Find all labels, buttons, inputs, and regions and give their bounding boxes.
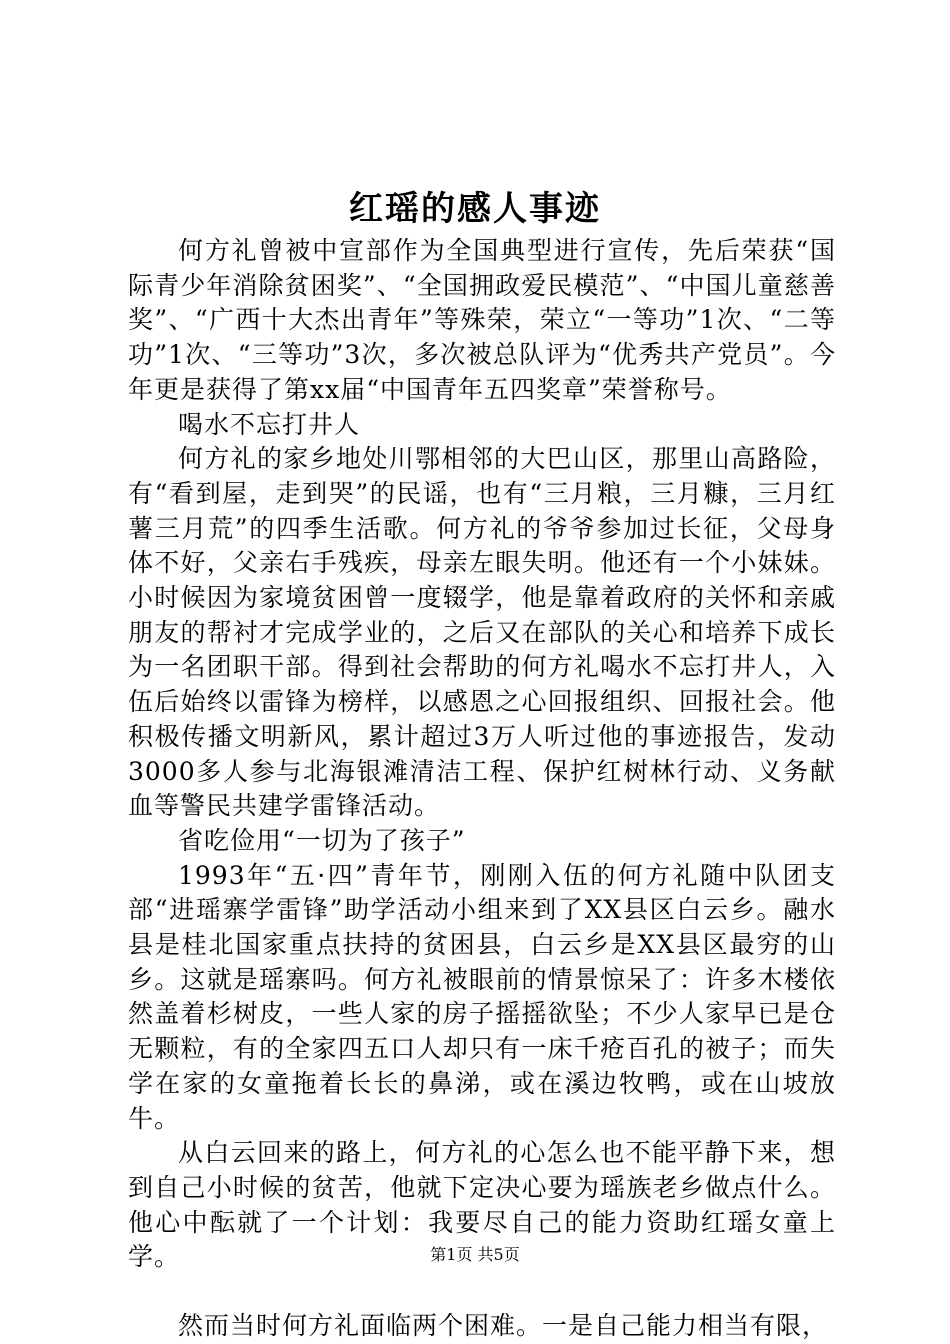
document-title: 红瑶的感人事迹 (349, 189, 601, 229)
paragraph-baiyun-visit: 1993年“五·四”青年节，刚刚入伍的何方礼随中队团支部“进瑶寨学雷锋”助学活动小组来到了XX县区白云乡。融水县是桂北国家重点扶持的贫困县，白云乡是XX县区最穷的山乡。这就是瑶寨吗。何方礼被眼前的情景惊呆了：许多木楼依然盖着杉树皮，一些人家的房子摇摇欲坠；不少人家早已是仓无颗粒，有的全家四五口人却只有一床千疮百孔的被子；而失学在家的女童拖着长长的鼻涕，或在溪边牧鸭，或在山坡放牛。 (128, 860, 836, 1133)
page-footer: 第1页 共5页 (430, 1245, 520, 1264)
section-heading-gratitude: 喝水不忘打井人 (178, 409, 361, 439)
section-heading-for-children: 省吃俭用“一切为了孩子” (178, 825, 466, 855)
paragraph-difficulties: 然而当时何方礼面临两个困难。一是自己能力相当有限， (178, 1311, 829, 1341)
paragraph-hometown: 何方礼的家乡地处川鄂相邻的大巴山区，那里山高路险，有“看到屋，走到哭”的民谣，也有“三月粮，三月糠，三月红薯三月荒”的四季生活歌。何方礼的爷爷参加过长征，父母身体不好，父亲右手残疾，母亲左眼失明。他还有一个小妹妹。小时候因为家境贫困曾一度辍学，他是靠着政府的关怀和亲戚朋友的帮衬才完成学业的，之后又在部队的关心和培养下成长为一名团职干部。得到社会帮助的何方礼喝水不忘打井人，入伍后始终以雷锋为榜样，以感恩之心回报组织、回报社会。他积极传播文明新风，累计超过3万人听过他的事迹报告，发动3000多人参与北海银滩清洁工程、保护红树林行动、义务献血等警民共建学雷锋活动。 (128, 444, 836, 821)
paragraph-awards: 何方礼曾被中宣部作为全国典型进行宣传，先后荣获“国际青少年消除贫困奖”、“全国拥政爱民模范”、“中国儿童慈善奖”、“广西十大杰出青年”等殊荣，荣立“一等功”1次、“二等功”1次、“三等功”3次，多次被总队评为“优秀共产党员”。今年更是获得了第xx届“中国青年五四奖章”荣誉称号。 (128, 236, 836, 404)
document-body (128, 234, 836, 1344)
paragraph-decision: 从白云回来的路上，何方礼的心怎么也不能平静下来，想到自己小时候的贫苦，他就下定决心要为瑶族老乡做点什么。他心中酝就了一个计划：我要尽自己的能力资助红瑶女童上学。 (128, 1138, 836, 1272)
